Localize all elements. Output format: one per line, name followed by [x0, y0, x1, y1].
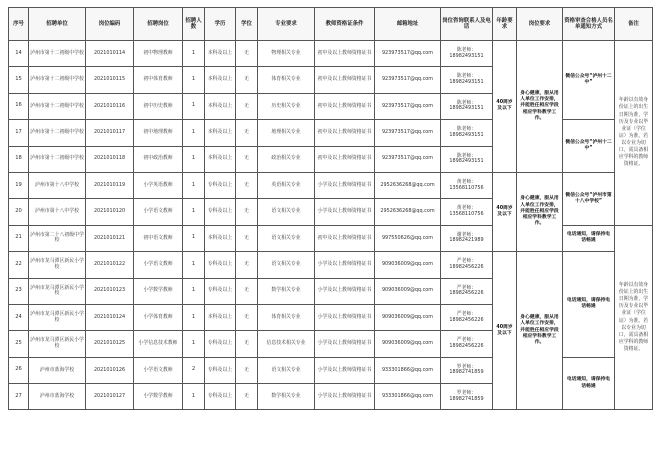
row-number: 15: [9, 67, 29, 93]
row-number: 17: [9, 120, 29, 146]
header-cell: 岗位咨询联系人及电话: [441, 8, 493, 41]
hire-count: 1: [183, 146, 205, 172]
post-name: 初中地理教师: [134, 120, 183, 146]
post-name: 小学信息技术教师: [134, 331, 183, 357]
email-address[interactable]: 933301866@qq.com: [375, 357, 441, 383]
major-requirement: 数学相关专业: [258, 278, 315, 304]
education: 本科及以上: [205, 225, 236, 251]
recruiting-unit: 泸州市第十二初级中学校: [29, 146, 86, 172]
post-code: 2021010114: [86, 41, 134, 67]
post-name: 小学体育教师: [134, 304, 183, 330]
certificate-requirement: 初中及以上教师资格证书: [315, 225, 375, 251]
row-number: 27: [9, 384, 29, 410]
header-cell: 学位: [236, 8, 258, 41]
education: 专科及以上: [205, 278, 236, 304]
recruiting-unit: 泸州市第十二初级中学校: [29, 120, 86, 146]
table-row: [9, 172, 653, 198]
header-cell: 招聘岗位: [134, 8, 183, 41]
header-cell: 专业要求: [258, 8, 315, 41]
degree: 无: [236, 278, 258, 304]
table-row: [9, 41, 653, 67]
education: 本科及以上: [205, 120, 236, 146]
degree: 无: [236, 120, 258, 146]
row-number: 24: [9, 304, 29, 330]
header-cell: 年龄要求: [493, 8, 517, 41]
education: 专科及以上: [205, 384, 236, 410]
notice-method: 微信公众号“泸州十二中”: [563, 120, 615, 173]
post-name: 小学数学教师: [134, 278, 183, 304]
notice-method: 电话通知，请保持电话畅通: [563, 225, 615, 251]
post-name: 初中语文教师: [134, 225, 183, 251]
recruiting-unit: 泸州市龙马潭区新民小学校: [29, 278, 86, 304]
recruiting-unit: 泸州市第十八中学校: [29, 199, 86, 225]
post-requirement: 身心健康，服从用人单位工作安排，并能胜任相应学段相应学科教学工作。: [517, 172, 563, 251]
hire-count: 1: [183, 278, 205, 304]
major-requirement: 体育相关专业: [258, 67, 315, 93]
contact-phone: 黄老师：13568110756: [441, 199, 493, 225]
hire-count: 2: [183, 357, 205, 383]
post-code: 2021010119: [86, 172, 134, 198]
post-name: 小学语文教师: [134, 252, 183, 278]
recruiting-unit: 泸州市龙马潭区新民小学校: [29, 331, 86, 357]
certificate-requirement: 小学及以上教师资格证书: [315, 384, 375, 410]
header-cell: 序号: [9, 8, 29, 41]
header-cell: 备注: [615, 8, 653, 41]
post-name: 初中物理教师: [134, 41, 183, 67]
contact-phone: 严老师：18982456226: [441, 331, 493, 357]
age-requirement: 40周岁及以下: [493, 172, 517, 251]
degree: 无: [236, 304, 258, 330]
recruitment-table: [8, 7, 653, 410]
contact-phone: 谢老师：18982421989: [441, 225, 493, 251]
header-cell: 岗位要求: [517, 8, 563, 41]
hire-count: 1: [183, 120, 205, 146]
major-requirement: 语文相关专业: [258, 252, 315, 278]
post-code: 2021010127: [86, 384, 134, 410]
row-number: 22: [9, 252, 29, 278]
post-code: 2021010118: [86, 146, 134, 172]
post-code: 2021010124: [86, 304, 134, 330]
education: 专科及以上: [205, 199, 236, 225]
major-requirement: 物理相关专业: [258, 41, 315, 67]
post-code: 2021010116: [86, 93, 134, 119]
notice-method: 电话通知，请保持电话畅通: [563, 252, 615, 358]
row-number: 23: [9, 278, 29, 304]
contact-phone: 严老师：18982456226: [441, 278, 493, 304]
certificate-requirement: 小学及以上教师资格证书: [315, 172, 375, 198]
hire-count: 1: [183, 304, 205, 330]
major-requirement: 英语相关专业: [258, 172, 315, 198]
row-number: 18: [9, 146, 29, 172]
certificate-requirement: 小学及以上教师资格证书: [315, 357, 375, 383]
degree: 无: [236, 146, 258, 172]
recruiting-unit: 泸州市第十八中学校: [29, 172, 86, 198]
post-code: 2021010121: [86, 225, 134, 251]
post-name: 初中历史教师: [134, 93, 183, 119]
recruiting-unit: 泸州市第十二初级中学校: [29, 41, 86, 67]
email-address[interactable]: 923973517@qq.com: [375, 93, 441, 119]
degree: 无: [236, 225, 258, 251]
post-code: 2021010117: [86, 120, 134, 146]
email-address[interactable]: 923973517@qq.com: [375, 67, 441, 93]
post-requirement: 身心健康，服从用人单位工作安排，并能胜任相应学段相应学科教学工作。: [517, 252, 563, 410]
post-code: 2021010126: [86, 357, 134, 383]
post-name: 小学语文教师: [134, 357, 183, 383]
contact-phone: 陈老师：18982493151: [441, 120, 493, 146]
major-requirement: 语文相关专业: [258, 225, 315, 251]
recruiting-unit: 泸州市蓝海学校: [29, 384, 86, 410]
certificate-requirement: 小学及以上教师资格证书: [315, 278, 375, 304]
remark: 年龄以有效身份证上的出生日期为准，学历及专业以毕业证（学位证）为准。若以专业为切口，需具备相应学科的教师资格证。: [615, 41, 653, 226]
major-requirement: 语文相关专业: [258, 357, 315, 383]
email-address[interactable]: 909036009@qq.com: [375, 304, 441, 330]
email-address[interactable]: 923973517@qq.com: [375, 41, 441, 67]
hire-count: 1: [183, 331, 205, 357]
post-code: 2021010122: [86, 252, 134, 278]
degree: 无: [236, 384, 258, 410]
header-cell: 邮箱地址: [375, 8, 441, 41]
row-number: 26: [9, 357, 29, 383]
major-requirement: 政治相关专业: [258, 146, 315, 172]
post-name: 小学英语教师: [134, 172, 183, 198]
recruiting-unit: 泸州市龙马潭区新民小学校: [29, 252, 86, 278]
header-row: [9, 8, 653, 41]
contact-phone: 罗老师：18982741859: [441, 357, 493, 383]
major-requirement: 体育相关专业: [258, 304, 315, 330]
education: 专科及以上: [205, 172, 236, 198]
header-cell: 招聘单位: [29, 8, 86, 41]
degree: 无: [236, 252, 258, 278]
email-address[interactable]: 923973517@qq.com: [375, 146, 441, 172]
recruiting-unit: 泸州市龙马潭区新民小学校: [29, 304, 86, 330]
contact-phone: 陈老师：18982493151: [441, 146, 493, 172]
recruiting-unit: 泸州市第十二初级中学校: [29, 67, 86, 93]
major-requirement: 语文相关专业: [258, 199, 315, 225]
post-name: 小学数学教师: [134, 384, 183, 410]
post-code: 2021010123: [86, 278, 134, 304]
certificate-requirement: 小学及以上教师资格证书: [315, 199, 375, 225]
row-number: 21: [9, 225, 29, 251]
contact-phone: 黄老师：13568110756: [441, 172, 493, 198]
certificate-requirement: 小学及以上教师资格证书: [315, 304, 375, 330]
notice-method: 微信公众号“泸州十二中”: [563, 41, 615, 120]
hire-count: 1: [183, 93, 205, 119]
education: 本科及以上: [205, 93, 236, 119]
hire-count: 1: [183, 225, 205, 251]
contact-phone: 陈老师：18982493151: [441, 93, 493, 119]
certificate-requirement: 初中及以上教师资格证书: [315, 146, 375, 172]
degree: 无: [236, 172, 258, 198]
email-address[interactable]: 909036009@qq.com: [375, 252, 441, 278]
email-address[interactable]: 923973517@qq.com: [375, 120, 441, 146]
major-requirement: 历史相关专业: [258, 93, 315, 119]
hire-count: 1: [183, 384, 205, 410]
education: 专科及以上: [205, 331, 236, 357]
degree: 无: [236, 357, 258, 383]
major-requirement: 数学相关专业: [258, 384, 315, 410]
education: 专科及以上: [205, 252, 236, 278]
row-number: 19: [9, 172, 29, 198]
age-requirement: 40周岁及以下: [493, 41, 517, 173]
contact-phone: 严老师：18982456226: [441, 304, 493, 330]
post-requirement: 身心健康，服从用人单位工作安排，并能胜任相应学段相应学科教学工作。: [517, 41, 563, 173]
row-number: 25: [9, 331, 29, 357]
hire-count: 1: [183, 67, 205, 93]
age-requirement: 40周岁及以下: [493, 252, 517, 410]
table-row: [9, 252, 653, 278]
recruiting-unit: 泸州市第十二初级中学校: [29, 93, 86, 119]
header-cell: 岗位编码: [86, 8, 134, 41]
certificate-requirement: 初中及以上教师资格证书: [315, 120, 375, 146]
notice-method: 微信公众号“泸州市第十八中学校”: [563, 172, 615, 225]
email-address[interactable]: 997550626@qq.com: [375, 225, 441, 251]
certificate-requirement: 初中及以上教师资格证书: [315, 41, 375, 67]
row-number: 14: [9, 41, 29, 67]
email-address[interactable]: 909036009@qq.com: [375, 331, 441, 357]
email-address[interactable]: 2952636268@qq.com: [375, 172, 441, 198]
contact-phone: 罗老师：18982741859: [441, 384, 493, 410]
header-cell: 学历: [205, 8, 236, 41]
row-number: 16: [9, 93, 29, 119]
degree: 无: [236, 93, 258, 119]
header-cell: 资格审查合格人员名单通知方式: [563, 8, 615, 41]
email-address[interactable]: 2952636268@qq.com: [375, 199, 441, 225]
post-code: 2021010120: [86, 199, 134, 225]
recruiting-unit: 泸州市蓝海学校: [29, 357, 86, 383]
post-code: 2021010115: [86, 67, 134, 93]
post-name: 初中体育教师: [134, 67, 183, 93]
contact-phone: 严老师：18982456226: [441, 252, 493, 278]
hire-count: 1: [183, 252, 205, 278]
degree: 无: [236, 67, 258, 93]
row-number: 20: [9, 199, 29, 225]
education: 本科及以上: [205, 304, 236, 330]
header-cell: 招聘人数: [183, 8, 205, 41]
education: 本科及以上: [205, 146, 236, 172]
remark: 年龄以有效身份证上的出生日期为准，学历及专业以毕业证（学位证）为准。若以专业为切口，需具备相应学科的教师资格证。: [615, 225, 653, 410]
contact-phone: 陈老师：18982493151: [441, 67, 493, 93]
education: 本科及以上: [205, 67, 236, 93]
post-name: 初中政治教师: [134, 146, 183, 172]
email-address[interactable]: 909036009@qq.com: [375, 278, 441, 304]
certificate-requirement: 小学及以上教师资格证书: [315, 252, 375, 278]
post-code: 2021010125: [86, 331, 134, 357]
degree: 无: [236, 41, 258, 67]
notice-method: 电话通知，请保持电话畅通: [563, 357, 615, 410]
email-address[interactable]: 933301866@qq.com: [375, 384, 441, 410]
education: 本科及以上: [205, 41, 236, 67]
hire-count: 1: [183, 172, 205, 198]
contact-phone: 陈老师：18982493151: [441, 41, 493, 67]
post-name: 小学语文教师: [134, 199, 183, 225]
major-requirement: 地理相关专业: [258, 120, 315, 146]
certificate-requirement: 初中及以上教师资格证书: [315, 93, 375, 119]
degree: 无: [236, 199, 258, 225]
header-cell: 教师资格证条件: [315, 8, 375, 41]
education: 专科及以上: [205, 357, 236, 383]
certificate-requirement: 小学及以上教师资格证书: [315, 331, 375, 357]
certificate-requirement: 初中及以上教师资格证书: [315, 67, 375, 93]
degree: 无: [236, 331, 258, 357]
hire-count: 1: [183, 199, 205, 225]
major-requirement: 信息技术相关专业: [258, 331, 315, 357]
hire-count: 1: [183, 41, 205, 67]
recruiting-unit: 泸州市第二十八初级中学校: [29, 225, 86, 251]
